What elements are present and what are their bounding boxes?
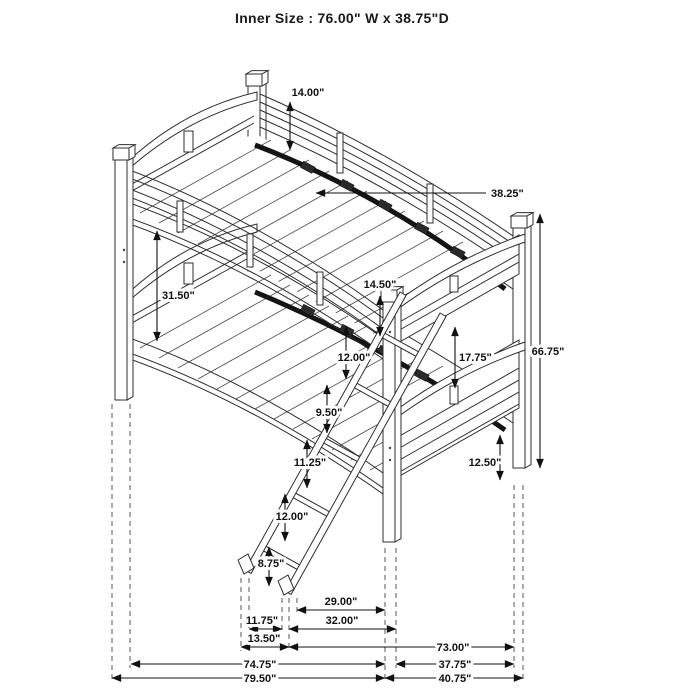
dim-label-frame-length: 73.00" xyxy=(436,642,470,654)
dim-label-overall-height: 66.75" xyxy=(531,346,565,358)
dim-label-ladder-to-footboard-inner: 29.00" xyxy=(324,596,358,608)
dim-label-overall-depth: 40.75" xyxy=(438,673,472,685)
dim-label-bottom-rung-to-floor: 8.75" xyxy=(257,558,285,570)
dim-label-headboard-panel-height: 14.00" xyxy=(291,87,325,99)
dim-label-ladder-to-footboard-outer: 32.00" xyxy=(325,615,359,627)
dim-label-under-bed-clearance: 12.50" xyxy=(468,457,502,469)
dim-label-inner-depth: 37.75" xyxy=(438,659,472,671)
dim-label-footboard-clearance: 17.75" xyxy=(459,352,492,364)
dim-label-ladder-width: 11.75" xyxy=(245,615,279,627)
dim-ladder-width xyxy=(246,615,282,629)
dim-label-rung-gap-3: 11.25" xyxy=(293,457,327,469)
dim-label-guardrail-height: 14.50" xyxy=(363,279,397,291)
dim-label-rung-gap-2: 9.50" xyxy=(315,407,343,419)
headboard-near-post xyxy=(113,145,135,400)
dim-label-rail-to-first-rung: 12.00" xyxy=(337,352,371,364)
page-title: Inner Size : 76.00" W x 38.75"D xyxy=(235,10,449,26)
dim-label-ladder-foot-span: 13.50" xyxy=(247,633,281,645)
dim-label-rung-gap-4: 12.00" xyxy=(275,511,309,523)
dim-label-bunk-clearance: 31.50" xyxy=(162,290,195,302)
dim-label-inner-length: 74.75" xyxy=(243,659,277,671)
dim-label-slat-length: 38.25" xyxy=(491,188,524,200)
dim-label-overall-length: 79.50" xyxy=(243,673,277,685)
